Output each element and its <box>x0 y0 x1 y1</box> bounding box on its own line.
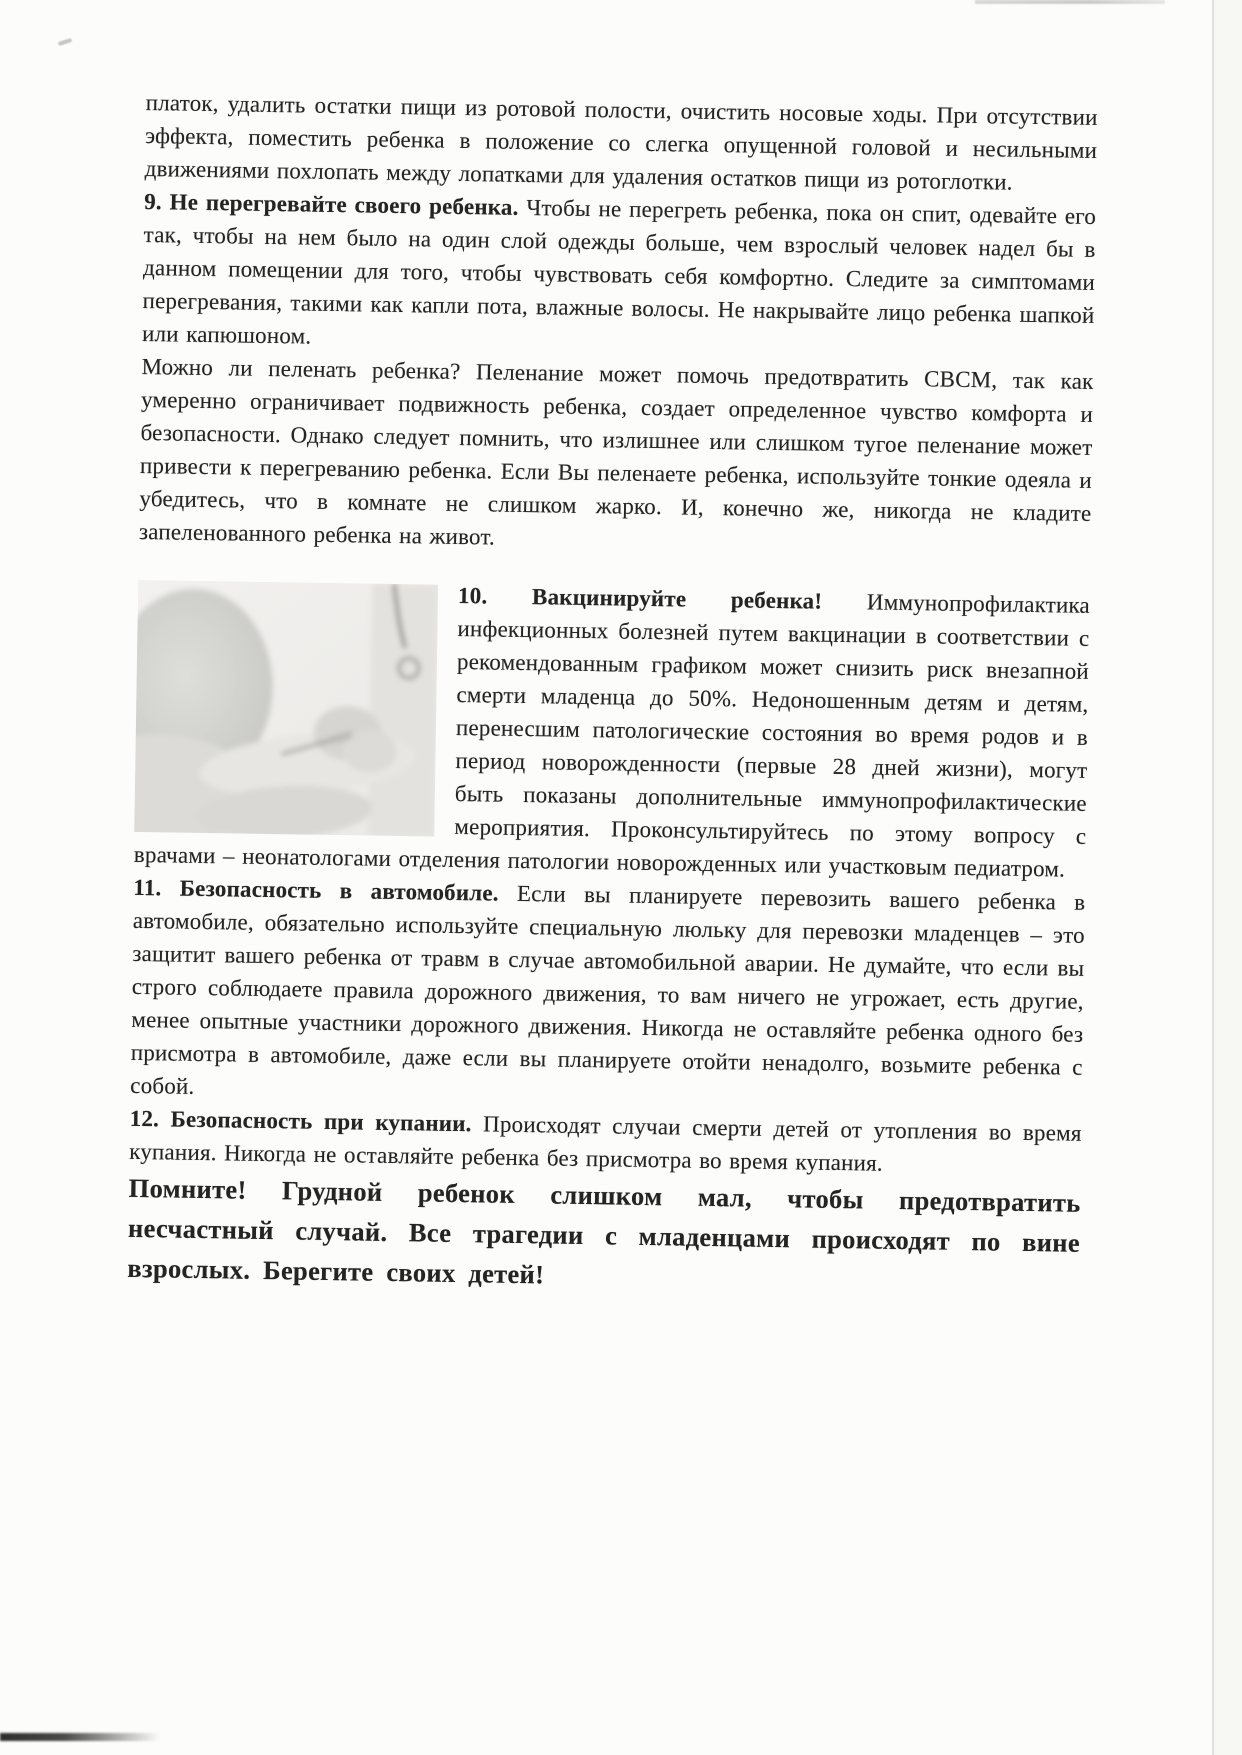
infant-vaccination-photo-svg <box>134 580 438 837</box>
scan-smudge-bottom <box>0 1733 160 1741</box>
scan-edge-artifact-top <box>975 0 1165 4</box>
section-11-body: Если вы планируете перевозить вашего ребенка в автомобиле, обязательно используйте специальную люльку для перевозки младенцев – это защитит вашего ребенка от травм в случае автомобильной аварии. Не думайте, что если вы строго соблюдаете правила дорожного движения, то вам ничего не угрожает, есть другие, менее опытные участники дорожного движения. Никогда не оставляйте ребенка одного без присмотра в автомобиле, даже если вы планируете отойти ненадолго, возьмите ребенка с собой. <box>130 880 1086 1099</box>
intro-paragraph: платок, удалить остатки пищи из ротовой полости, очистить носовые ходы. При отсутствии эффекта, поместить ребенка в положение со слегка опущенной головой и несильными движениями похлопать между лопатками для удаления остатков пищи из ротоглотки. <box>144 89 1098 195</box>
section-11-heading: 11. Безопасность в автомобиле. <box>133 874 499 906</box>
reminder-paragraph: Помните! Грудной ребенок слишком мал, чтобы предотвратить несчастный случай. Все трагедии с младенцами происходят по вине взрослых. Берегите своих детей! <box>127 1172 1081 1290</box>
section-9-body: Чтобы не перегреть ребенка, пока он спит, одевайте его так, чтобы на нем было на один слой одежды больше, чем взрослый человек надел бы в данном помещении для того, чтобы чувствовать себя комфортно. Следите за симптомами перегревания, такими как капли пота, влажные волосы. Не накрывайте лицо ребенка шапкой или капюшоном. <box>141 194 1097 349</box>
section-12-heading: 12. Безопасность при купании. <box>129 1105 472 1137</box>
section-10-body: Иммунопрофилактика инфекционных болезней путем вакцинации в соответствии с рекомендованным графиком может снизить риск внезапной смерти младенца до 50%. Недоношенным детям и детям, перенесшим патологические состояния во время родов и в период новорожденности (первые 28 дней жизни), могут быть показаны дополнительные иммунопрофилактические мероприятия. Проконсультируйтесь по этому вопросу с врачами – неонатологами отделения патологии новорожденных или участковым педиатром. <box>133 589 1091 882</box>
section-10-heading: 10. Вакцинируйте ребенка! <box>457 582 823 614</box>
scan-edge-band-right <box>1214 0 1242 1755</box>
pencil-mark-artifact <box>58 38 73 46</box>
section-11-paragraph <box>130 871 1086 1117</box>
document-body <box>127 86 1098 1303</box>
section-12-body: Происходят случаи смерти детей от утопления во время купания. Никогда не оставляйте ребенка без присмотра во время купания. <box>129 1111 1082 1176</box>
section-10-block <box>134 574 1091 886</box>
infant-vaccination-photo <box>134 580 438 837</box>
section-9-heading: 9. Не перегревайте своего ребенка. <box>143 188 519 220</box>
section-9-paragraph <box>142 185 1096 365</box>
scan-edge-line-right <box>1212 0 1214 1755</box>
swaddling-paragraph: Можно ли пеленать ребенка? Пеленание может помочь предотвратить СВСМ, так как умеренно ограничивает подвижность ребенка, создает определенное чувство комфорта и безопасности. Однако следует помнить, что излишнее или слишком тугое пеленание может привести к перегреванию ребенка. Если Вы пеленаете ребенка, используйте тонкие одеяла и убедитесь, что в комнате не слишком жарко. И, конечно же, никогда не кладите запеленованного ребенка на живот. <box>138 353 1094 550</box>
